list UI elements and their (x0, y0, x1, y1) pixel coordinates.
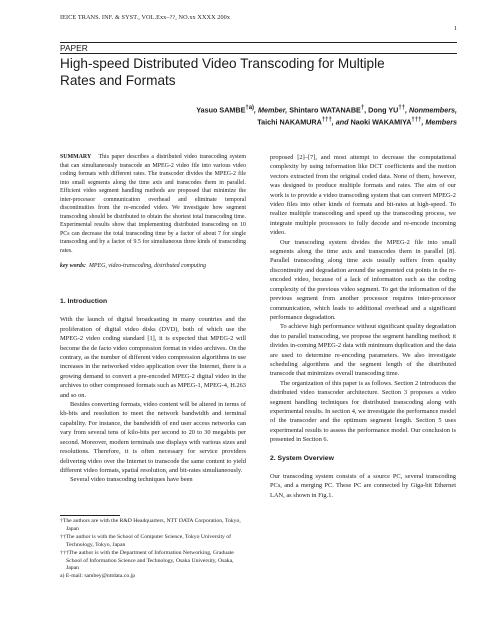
paper-title (60, 55, 456, 89)
paragraph: Several video transcoding techniques have been (70, 476, 193, 484)
section-tag: PAPER (60, 43, 88, 53)
left-column (60, 297, 246, 485)
paper-title-line-2: Rates and Formats (60, 73, 176, 88)
paragraph: Besides converting formats, video content will be altered in terms of kb-bits and resolution to meet the network bandwidth and terminal capability. For instance, the bandwidth of end user access networks can vary from several tens of kilo-bits per second to 20 to 30 megabits per second. Moreover, modern terminals use displays with various sizes and resolutions. Therefore, it is often necessary for service providers delivering video over the Internet to transcode the same content to yield different video formats, spatial resolution, and bit-rates simultaneously. (60, 401, 246, 474)
paragraph: To achieve high performance without significant quality degradation due to parallel transcoding, we propose the segment handling method; it divides in-coming MPEG-2 data with minimum duplication and the data are used to determine re-encoding parameters. We also investigate scheduling algorithms and the segment length of the distributed transcode that minimizes overall transcoding time. (270, 323, 456, 378)
abstract-text: This paper describes a distributed video transcoding system that can simultaneously transcode an MPEG-2 video file into various video coding formats with different rates. The transcoder divides the MPEG-2 file into small segments along the time axis and transcodes them in parallel. Efficient video segment handling methods are proposed that minimize the inter-processor communication overhead and eliminate temporal discontinuities from the re-encoded video. We investigate how segment transcoding should be distributed to obtain the shortest total transcoding time. Experimental results show that implementing distributed transcoding on 10 PCs can decrease the total transcoding time by a factor of about 7 for single transcoding and by a factor of 9.5 for simultaneous three kinds of transcoding rates. (60, 154, 246, 254)
paragraph: Our transcoding system consists of a source PC, several transcoding PCs, and a merging PC. These PC are connected by Giga-bit Ethernet LAN, as shown in Fig.1. (270, 473, 456, 499)
footnote: ††The author is with the School of Computer Science, Tokyo University of Technology, Tokyo, Japan (60, 533, 232, 548)
footnote: †††The author is with the Department of Information Networking, Graduate School of Information Science and Technology, Osaka University, Osaka, Japan (60, 549, 234, 572)
keywords (60, 262, 246, 271)
author-name: Dong YU (368, 105, 399, 115)
page-number: 1 (453, 25, 457, 32)
author-name: Naoki WAKAMIYA (350, 117, 412, 127)
author-name: Taichi NAKAMURA (257, 117, 322, 127)
author-separator: , and (331, 117, 351, 127)
title-rule (60, 53, 457, 54)
footnote: a) E-mail: sambey@nttdata.co.jp (60, 573, 136, 580)
section-gap (270, 445, 456, 454)
running-head: IEICE TRANS. INF. & SYST., VOL.Exx–??, NO.xx XXXX 200x (60, 14, 231, 21)
keywords-text: MPEG, video-transcoding, distributed computing (88, 263, 206, 269)
author-affiliation-mark: †† (398, 105, 406, 111)
section-2-heading: 2. System Overview (270, 454, 334, 462)
section-1-heading: 1. Introduction (60, 298, 108, 305)
author-list (60, 103, 457, 128)
author-name: Shintaro WATANABE (289, 105, 361, 115)
author-separator: , (364, 105, 369, 115)
author-membership: , Member, (254, 105, 290, 115)
paper-title-line-1: High-speed Distributed Video Transcoding for Multiple (60, 56, 385, 71)
paragraph: With the launch of digital broadcasting in many countries and the proliferation of digital video disks (DVD), both of which use the MPEG-2 video coding standard [1], it is expected that MPEG-2 will become the de facto video compression format in video archives. On the contrary, as the number of different video compression algorithms in use increases in the networked video application over the Internet, there is a growing demand to convert a pre-encoded MPEG-2 digital video in the archives to other compressed formats such as MPEG-1, MPEG-4, H.263 and so on. (60, 316, 246, 399)
footnote: †The authors are with the R&D Headquarters, NTT DATA Corporation, Tokyo, Japan (60, 518, 241, 532)
footnote-rule (60, 515, 120, 516)
author-affiliation-mark: ††† (321, 117, 332, 124)
author-line-2 (60, 115, 457, 127)
footnotes (60, 518, 246, 581)
author-membership: , Members (421, 117, 457, 127)
keywords-label: key words: (60, 263, 87, 269)
paragraph: The organization of this paper is as follows. Section 2 introduces the distributed video transcoder architecture. Section 3 proposes a video segment handling techniques for distributed transcoding along with experimental results. In section 4, we investigate the performance model of the transcoder and the optimum segment length. Section 5 uses experimental results to assess the performance model. Our conclusion is presented in Section 6. (270, 379, 456, 444)
author-name: Yasuo SAMBE (196, 105, 246, 115)
author-membership: , Nonmembers, (405, 105, 457, 115)
author-affiliation-mark: †a) (245, 105, 255, 111)
author-line-1 (60, 103, 457, 115)
abstract-label: SUMMARY (60, 154, 92, 160)
author-affiliation-mark: ††† (411, 117, 422, 124)
section-tag-rule (60, 42, 457, 43)
paragraph: proposed [2]–[7], and most attempt to decrease the computational complexity by using information like DCT coefficients and the motion vectors extracted from the original coded data. None of them, however, was designed to produce multiple formats and rates. The aim of our work is to provide a video transcoding system that can convert MPEG-2 video files into other kinds of formats and bit-rates at high-speed. To realize multiple transcoding and speed up the transcoding process, we integrate multiple processors to fully decode and re-encode incoming video. (270, 154, 456, 237)
paragraph: Our transcoding system divides the MPEG-2 file into small segments along the time axis and transcodes them in parallel [8]. Parallel transcoding along time axis usually suffers from quality discontinuity and degradation around the segmented cut points in the re-encoded video, because of a lack of information such as the coding complexity of the previous video segment. To get the information of the previous segment from another processor requires inter-processor communication, which leads to additional overhead and a significant performance degradation. (270, 238, 456, 321)
abstract (60, 153, 246, 255)
author-affiliation-mark: † (360, 105, 365, 111)
right-column (270, 153, 456, 500)
